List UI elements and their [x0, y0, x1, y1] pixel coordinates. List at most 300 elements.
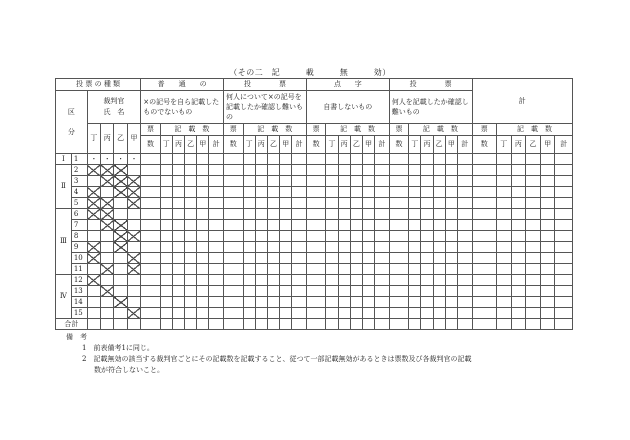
data-cell — [292, 220, 307, 231]
data-cell — [338, 154, 350, 165]
data-cell — [209, 231, 224, 242]
data-cell — [255, 264, 267, 275]
total-cell — [114, 319, 127, 330]
data-cell — [350, 286, 362, 297]
header-hyo: 票 — [389, 124, 408, 136]
data-cell — [338, 242, 350, 253]
data-cell — [421, 286, 433, 297]
data-cell — [338, 253, 350, 264]
data-cell — [362, 176, 374, 187]
data-cell — [540, 220, 555, 231]
mark-cell — [114, 253, 127, 264]
cross-mark — [114, 220, 127, 231]
data-cell — [362, 253, 374, 264]
data-cell — [338, 198, 350, 209]
total-cell — [280, 319, 292, 330]
data-cell — [338, 209, 350, 220]
data-cell — [350, 253, 362, 264]
data-cell — [362, 209, 374, 220]
data-cell — [280, 220, 292, 231]
data-cell — [540, 264, 555, 275]
data-cell — [267, 242, 279, 253]
row-number: 7 — [71, 220, 87, 231]
data-cell — [267, 154, 279, 165]
mark-cell — [114, 198, 127, 209]
total-cell — [87, 319, 100, 330]
cross-mark — [127, 308, 140, 319]
data-cell — [362, 198, 374, 209]
total-cell — [267, 319, 279, 330]
data-cell — [526, 231, 541, 242]
header-col-j4: 甲 — [540, 136, 555, 154]
data-cell — [209, 220, 224, 231]
data-cell — [267, 220, 279, 231]
data-cell — [526, 253, 541, 264]
table-row — [56, 242, 573, 253]
cross-mark — [127, 231, 140, 242]
data-cell — [280, 297, 292, 308]
row-number: 5 — [71, 198, 87, 209]
data-cell — [389, 198, 408, 209]
data-cell — [472, 198, 496, 209]
data-cell — [511, 198, 526, 209]
data-cell — [472, 176, 496, 187]
data-cell — [185, 187, 197, 198]
data-cell — [209, 209, 224, 220]
mark-cell — [127, 275, 140, 286]
data-cell — [243, 253, 255, 264]
data-cell — [511, 165, 526, 176]
data-cell — [326, 297, 338, 308]
data-cell — [185, 308, 197, 319]
data-cell — [409, 220, 421, 231]
data-cell — [350, 165, 362, 176]
header-su: 数 — [306, 136, 325, 154]
data-cell — [160, 176, 172, 187]
data-cell — [209, 198, 224, 209]
group-label: Ⅱ — [56, 165, 72, 209]
data-cell — [243, 308, 255, 319]
row-number: 8 — [71, 231, 87, 242]
data-cell — [555, 198, 573, 209]
header-col-j3: 乙 — [267, 136, 279, 154]
data-cell — [197, 165, 209, 176]
data-cell — [326, 308, 338, 319]
data-cell — [141, 209, 160, 220]
total-cell — [326, 319, 338, 330]
mark-cell — [87, 297, 100, 308]
invalid-entries-table — [55, 78, 573, 330]
header-su: 数 — [389, 136, 408, 154]
total-cell — [243, 319, 255, 330]
data-cell — [511, 176, 526, 187]
data-cell — [375, 286, 390, 297]
data-cell — [445, 253, 457, 264]
data-cell — [375, 154, 390, 165]
table-row — [56, 231, 573, 242]
header-col-j3: 乙 — [185, 136, 197, 154]
data-cell — [160, 154, 172, 165]
data-cell — [326, 154, 338, 165]
header-col-j1: 丁 — [160, 136, 172, 154]
data-cell — [540, 176, 555, 187]
header-col-kei: 計 — [375, 136, 390, 154]
data-cell — [457, 176, 472, 187]
data-cell — [409, 209, 421, 220]
data-cell — [350, 242, 362, 253]
data-cell — [267, 198, 279, 209]
data-cell — [421, 220, 433, 231]
data-cell — [496, 187, 511, 198]
data-cell — [141, 286, 160, 297]
data-cell — [555, 220, 573, 231]
data-cell — [362, 297, 374, 308]
cross-mark — [87, 275, 100, 286]
data-cell — [526, 286, 541, 297]
data-cell — [457, 264, 472, 275]
data-cell — [389, 176, 408, 187]
data-cell — [160, 220, 172, 231]
mark-cell: ・ — [114, 154, 127, 165]
header-futsu: 普 通 の — [141, 79, 224, 91]
data-cell — [280, 253, 292, 264]
cross-mark — [101, 264, 114, 275]
data-cell — [338, 187, 350, 198]
data-cell — [243, 165, 255, 176]
table-row — [56, 286, 573, 297]
data-cell — [375, 297, 390, 308]
data-cell — [526, 275, 541, 286]
data-cell — [306, 220, 325, 231]
data-cell — [433, 220, 445, 231]
data-cell — [389, 297, 408, 308]
data-cell — [326, 165, 338, 176]
data-cell — [555, 187, 573, 198]
data-cell — [375, 275, 390, 286]
data-cell — [243, 297, 255, 308]
data-cell — [243, 198, 255, 209]
header-col-j4: 甲 — [197, 136, 209, 154]
mark-cell — [101, 275, 114, 286]
data-cell — [280, 209, 292, 220]
total-cell — [101, 319, 114, 330]
data-cell — [280, 154, 292, 165]
data-cell — [224, 165, 243, 176]
data-cell — [292, 297, 307, 308]
table-row — [56, 264, 573, 275]
data-cell — [457, 187, 472, 198]
data-cell — [267, 253, 279, 264]
data-cell — [185, 253, 197, 264]
cross-mark — [87, 187, 100, 198]
mark-cell — [127, 209, 140, 220]
cross-mark — [114, 187, 127, 198]
data-cell — [540, 297, 555, 308]
header-col-j2: 丙 — [511, 136, 526, 154]
data-cell — [306, 187, 325, 198]
data-cell — [224, 275, 243, 286]
total-row — [56, 319, 573, 330]
total-cell — [292, 319, 307, 330]
data-cell — [433, 209, 445, 220]
row-number: 15 — [71, 308, 87, 319]
data-cell — [224, 198, 243, 209]
data-cell — [224, 253, 243, 264]
cross-mark — [101, 220, 114, 231]
data-cell — [350, 231, 362, 242]
data-cell — [375, 242, 390, 253]
data-cell — [185, 231, 197, 242]
data-cell — [255, 187, 267, 198]
data-cell — [540, 209, 555, 220]
data-cell — [362, 308, 374, 319]
data-cell — [409, 308, 421, 319]
data-cell — [306, 165, 325, 176]
header-judge-name: 裁判官 氏 名 — [87, 91, 141, 124]
mark-cell: ・ — [127, 154, 140, 165]
data-cell — [472, 308, 496, 319]
header-col-j4: 甲 — [362, 136, 374, 154]
data-cell — [421, 209, 433, 220]
row-number: 12 — [71, 275, 87, 286]
data-cell — [172, 286, 184, 297]
data-cell — [141, 198, 160, 209]
data-cell — [172, 308, 184, 319]
data-cell — [496, 220, 511, 231]
data-cell — [338, 297, 350, 308]
data-cell — [326, 187, 338, 198]
header-category-3: 自書しないもの — [306, 91, 389, 124]
cross-mark — [101, 165, 114, 176]
data-cell — [511, 275, 526, 286]
data-cell — [511, 264, 526, 275]
data-cell — [160, 286, 172, 297]
data-cell — [326, 209, 338, 220]
data-cell — [445, 275, 457, 286]
header-su: 数 — [141, 136, 160, 154]
data-cell — [292, 264, 307, 275]
data-cell — [540, 286, 555, 297]
mark-cell — [101, 253, 114, 264]
data-cell — [433, 198, 445, 209]
row-number: 4 — [71, 187, 87, 198]
data-cell — [160, 297, 172, 308]
header-col-kei: 計 — [209, 136, 224, 154]
data-cell — [457, 275, 472, 286]
header-col-j2: 丙 — [338, 136, 350, 154]
total-cell — [511, 319, 526, 330]
data-cell — [375, 308, 390, 319]
data-cell — [209, 154, 224, 165]
row-number: 1 — [71, 154, 87, 165]
data-cell — [421, 253, 433, 264]
total-cell — [141, 319, 160, 330]
data-cell — [496, 253, 511, 264]
cross-mark — [127, 264, 140, 275]
header-judge-j4: 甲 — [127, 124, 140, 154]
data-cell — [362, 286, 374, 297]
total-cell — [389, 319, 408, 330]
data-cell — [555, 264, 573, 275]
header-tohyo-2: 投 票 — [389, 79, 472, 91]
data-cell — [197, 154, 209, 165]
header-col-j3: 乙 — [350, 136, 362, 154]
group-label: Ⅰ — [56, 154, 72, 165]
data-cell — [209, 286, 224, 297]
data-cell — [243, 242, 255, 253]
data-cell — [224, 231, 243, 242]
header-kisai: 記 載 数 — [243, 124, 306, 136]
data-cell — [267, 176, 279, 187]
data-cell — [540, 154, 555, 165]
data-cell — [350, 308, 362, 319]
data-cell — [338, 220, 350, 231]
data-cell — [375, 220, 390, 231]
table-row — [56, 198, 573, 209]
data-cell — [338, 275, 350, 286]
data-cell — [197, 198, 209, 209]
data-cell — [433, 176, 445, 187]
data-cell — [306, 308, 325, 319]
data-cell — [224, 264, 243, 275]
data-cell — [375, 176, 390, 187]
data-cell — [389, 231, 408, 242]
mark-cell — [114, 308, 127, 319]
data-cell — [338, 264, 350, 275]
data-cell — [185, 165, 197, 176]
data-cell — [511, 297, 526, 308]
data-cell — [496, 242, 511, 253]
data-cell — [421, 275, 433, 286]
data-cell — [280, 231, 292, 242]
mark-cell — [127, 297, 140, 308]
mark-cell — [101, 297, 114, 308]
data-cell — [172, 231, 184, 242]
data-cell — [306, 242, 325, 253]
total-cell — [160, 319, 172, 330]
data-cell — [445, 231, 457, 242]
mark-cell — [127, 165, 140, 176]
data-cell — [511, 231, 526, 242]
data-cell — [224, 187, 243, 198]
data-cell — [185, 176, 197, 187]
note-2: 2 記載無効の該当する裁判官ごとにその記載数を記載すること、従つて一部記載無効があるときは票数及び各裁判官の記載 — [82, 355, 472, 363]
data-cell — [526, 165, 541, 176]
mark-cell — [87, 231, 100, 242]
total-cell — [362, 319, 374, 330]
data-cell — [511, 187, 526, 198]
data-cell — [409, 187, 421, 198]
data-cell — [472, 220, 496, 231]
data-cell — [160, 209, 172, 220]
data-cell — [306, 286, 325, 297]
cross-mark — [101, 198, 114, 209]
data-cell — [209, 242, 224, 253]
header-su: 数 — [224, 136, 243, 154]
data-cell — [267, 231, 279, 242]
data-cell — [389, 308, 408, 319]
mark-cell: ・ — [101, 154, 114, 165]
data-cell — [280, 165, 292, 176]
data-cell — [197, 253, 209, 264]
cross-mark — [101, 176, 114, 187]
table-row — [56, 187, 573, 198]
data-cell — [445, 220, 457, 231]
data-cell — [526, 297, 541, 308]
data-cell — [185, 264, 197, 275]
data-cell — [292, 209, 307, 220]
data-cell — [280, 286, 292, 297]
header-judge-j2: 丙 — [101, 124, 114, 154]
data-cell — [292, 231, 307, 242]
data-cell — [511, 253, 526, 264]
data-cell — [350, 220, 362, 231]
data-cell — [224, 308, 243, 319]
header-col-j3: 乙 — [526, 136, 541, 154]
data-cell — [496, 297, 511, 308]
data-cell — [409, 165, 421, 176]
data-cell — [267, 165, 279, 176]
data-cell — [540, 275, 555, 286]
data-cell — [197, 176, 209, 187]
data-cell — [185, 154, 197, 165]
data-cell — [350, 297, 362, 308]
header-su: 数 — [472, 136, 496, 154]
data-cell — [496, 275, 511, 286]
data-cell — [224, 220, 243, 231]
data-cell — [350, 209, 362, 220]
table-row — [56, 220, 573, 231]
data-cell — [185, 198, 197, 209]
total-cell — [375, 319, 390, 330]
data-cell — [280, 187, 292, 198]
data-cell — [141, 165, 160, 176]
data-cell — [421, 187, 433, 198]
data-cell — [172, 220, 184, 231]
data-cell — [224, 286, 243, 297]
table-row — [56, 308, 573, 319]
data-cell — [526, 198, 541, 209]
data-cell — [433, 253, 445, 264]
data-cell — [267, 308, 279, 319]
cross-mark — [127, 187, 140, 198]
data-cell — [243, 286, 255, 297]
row-number: 10 — [71, 253, 87, 264]
data-cell — [306, 275, 325, 286]
data-cell — [526, 154, 541, 165]
header-col-kei: 計 — [292, 136, 307, 154]
header-kisai: 記 載 数 — [160, 124, 223, 136]
cross-mark — [87, 209, 100, 220]
data-cell — [326, 220, 338, 231]
data-cell — [445, 297, 457, 308]
data-cell — [496, 176, 511, 187]
cross-mark — [114, 242, 127, 253]
data-cell — [511, 308, 526, 319]
data-cell — [197, 220, 209, 231]
data-cell — [555, 231, 573, 242]
cross-mark — [114, 297, 127, 308]
data-cell — [326, 198, 338, 209]
row-number: 11 — [71, 264, 87, 275]
mark-cell — [101, 187, 114, 198]
total-cell — [338, 319, 350, 330]
data-cell — [172, 253, 184, 264]
header-vote-kind: 投 票 の 種 類 — [56, 79, 141, 91]
header-col-j4: 甲 — [445, 136, 457, 154]
data-cell — [472, 154, 496, 165]
data-cell — [375, 231, 390, 242]
